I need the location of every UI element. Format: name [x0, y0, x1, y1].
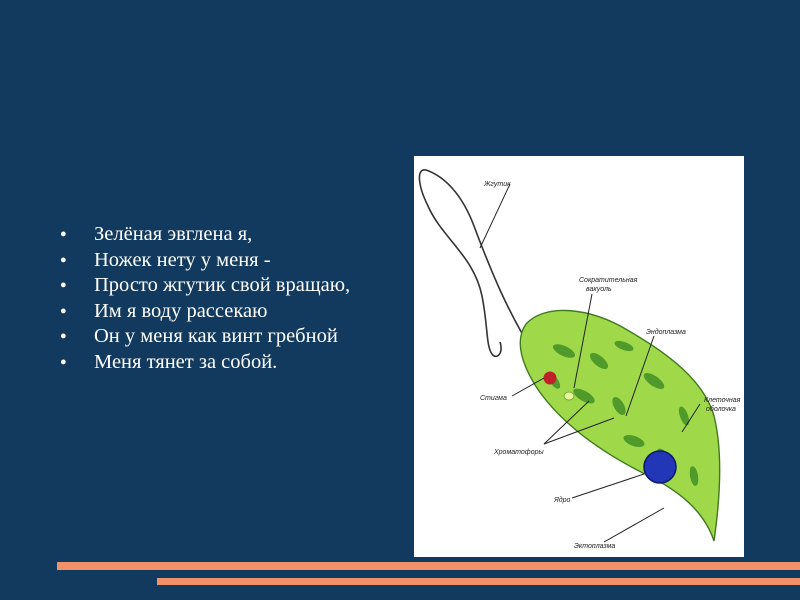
poem-line-text: Он у меня как винт гребной — [94, 325, 338, 347]
poem-line-text: Им я воду рассекаю — [94, 299, 268, 322]
poem-line-text: Просто жгутик свой вращаю, — [94, 274, 351, 296]
poem-line-text: Меня тянет за собой. — [94, 350, 278, 373]
poem-line — [60, 324, 400, 350]
accent-bar-top — [57, 562, 800, 570]
poem-line-text: Зелёная эвглена я, — [94, 223, 253, 245]
bullet-icon: ● — [60, 355, 67, 368]
euglena-drawing — [414, 156, 744, 557]
euglena-diagram — [414, 156, 744, 557]
poem-line — [60, 273, 400, 299]
label-nucleus: Ядро — [554, 497, 571, 504]
nucleus — [644, 451, 676, 483]
bullet-icon: ● — [60, 253, 67, 266]
label-membrane-1: Клеточная — [704, 397, 741, 404]
poem-line — [60, 350, 400, 376]
label-flagellum: Жгутик — [484, 181, 511, 188]
label-vacuole-2: вакуоль — [586, 286, 612, 293]
label-ectoplasm: Эктоплазма — [574, 543, 616, 550]
flagellum-line — [419, 170, 536, 357]
vacuole — [564, 392, 574, 400]
label-stigma: Стигма — [480, 395, 507, 402]
label-membrane-2: оболочка — [706, 406, 736, 413]
poem-line — [60, 222, 400, 248]
label-vacuole-1: Сократительная — [579, 277, 638, 284]
poem-line-text: Ножек нету у меня - — [94, 248, 271, 271]
stigma-spot — [544, 372, 557, 385]
label-chromatophores: Хроматофоры — [494, 449, 544, 456]
bullet-icon: ● — [60, 228, 67, 240]
bullet-icon: ● — [60, 304, 67, 317]
accent-bar-bottom — [157, 578, 800, 585]
bullet-icon: ● — [60, 279, 67, 291]
poem-list — [60, 222, 400, 375]
poem-line — [60, 299, 400, 325]
bullet-icon: ● — [60, 330, 67, 342]
poem-line — [60, 248, 400, 274]
label-endoplasm: Эндоплазма — [646, 329, 686, 336]
